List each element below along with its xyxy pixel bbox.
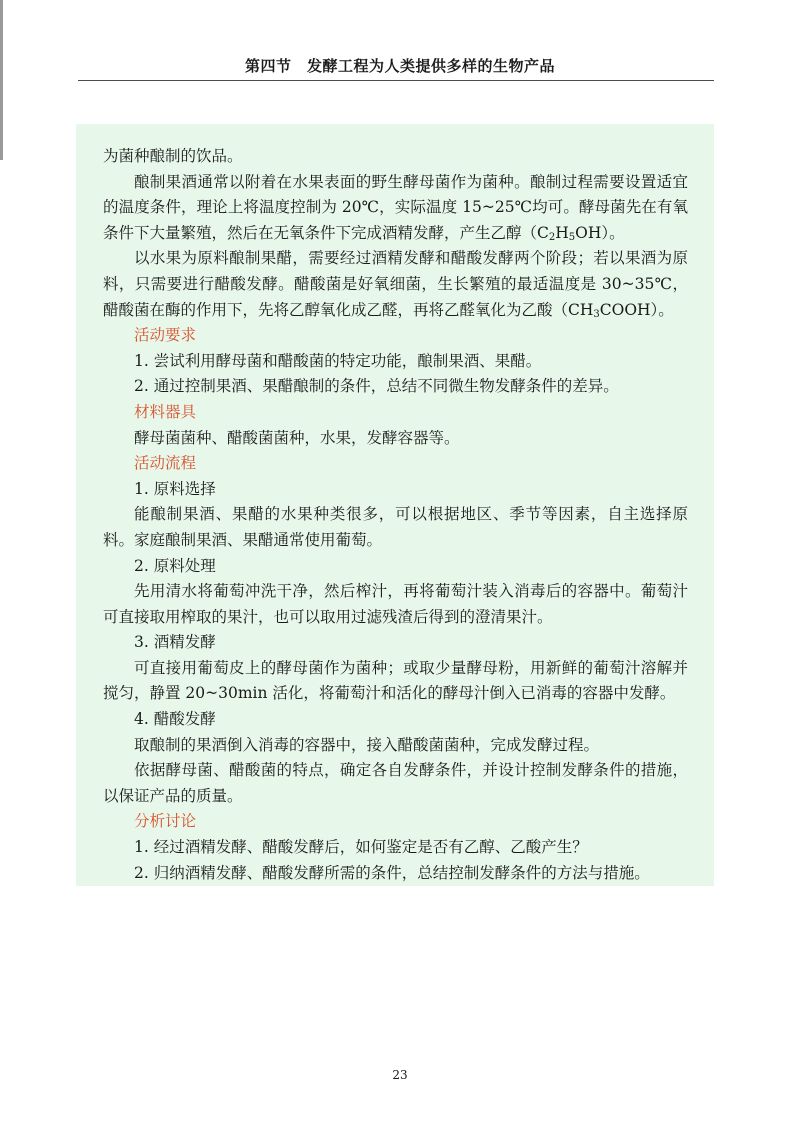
step-1-text: 能酿制果酒、果醋的水果种类很多，可以根据地区、季节等因素，自主选择原料。家庭酿制果酒、果醋通常使用葡萄。 [103,505,688,549]
discussion-1: 1. 经过酒精发酵、醋酸发酵后，如何鉴定是否有乙醇、乙酸产生？ [134,838,588,857]
requirement-1: 1. 尝试利用酵母菌和醋酸菌的特定功能，酿制果酒、果醋。 [134,351,542,370]
discussion-2: 2. 归纳酒精发酵、醋酸发酵所需的条件，总结控制发酵条件的方法与措施。 [134,863,650,882]
heading-materials: 材料器具 [134,402,197,421]
text: COOH）。 [599,300,674,319]
subscript: 3 [593,308,600,320]
page-number: 23 [392,1068,408,1082]
running-header: 第四节 发酵工程为人类提供多样的生物产品 [244,57,555,75]
subscript: 2 [548,231,556,243]
paragraph-fruit-vinegar [103,246,688,323]
heading-procedure: 活动流程 [134,454,197,473]
requirement-2: 2. 通过控制果酒、果醋酿制的条件，总结不同微生物发酵条件的差异。 [134,377,619,396]
heading-discussion: 分析讨论 [134,812,197,831]
text: OH）。 [575,223,625,242]
paragraph-fruit-wine [103,170,688,247]
header-rule [78,80,714,81]
page-edge-shadow [0,0,3,160]
step-3-text: 可直接用葡萄皮上的酵母菌作为菌种；或取少量酵母粉，用新鲜的葡萄汁溶解并搅匀，静置 20~30min 活化，将葡萄汁和活化的酵母汁倒入已消毒的容器中发酵。 [103,658,688,703]
step-2-text: 先用清水将葡萄冲洗干净，然后榨汁，再将葡萄汁装入消毒后的容器中。葡萄汁可直接取用榨取的果汁，也可以取用过滤残渣后得到的澄清果汁。 [103,582,688,626]
step-4-text: 取酿制的果酒倒入消毒的容器中，接入醋酸菌菌种，完成发酵过程。 [134,735,600,754]
text: 酿制果酒通常以附着在水果表面的野生酵母菌作为菌种。酿制过程需要设置适宜的温度条件，理论上将温度控制为 20℃，实际温度 15~25℃均可。酵母菌先在有氧条件下大量繁殖，然后在无氧条件下完成酒精发酵，产生乙醇（C [103,172,688,242]
heading-activity-requirements: 活动要求 [134,326,197,345]
step-1-title: 1. 原料选择 [134,479,216,498]
text: 以水果为原料酿制果醋，需要经过酒精发酵和醋酸发酵两个阶段；若以果酒为原料，只需要进行醋酸发酵。醋酸菌是好氧细菌，生长繁殖的最适温度是 30~35℃，醋酸菌在酶的作用下，先将乙醇氧化成乙醛，再将乙醛氧化为乙酸（CH [103,249,688,319]
step-2-title: 2. 原料处理 [134,556,216,575]
text: H [555,223,569,242]
subscript: 5 [568,231,576,243]
materials-list: 酵母菌菌种、醋酸菌菌种，水果，发酵容器等。 [134,428,460,447]
procedure-summary: 依据酵母菌、醋酸菌的特点，确定各自发酵条件，并设计控制发酵条件的措施，以保证产品的质量。 [103,761,688,805]
step-3-title: 3. 酒精发酵 [134,633,216,652]
step-4-title: 4. 醋酸发酵 [134,710,216,729]
activity-panel [76,124,714,886]
paragraph-continued: 为菌种酿制的饮品。 [103,147,243,165]
